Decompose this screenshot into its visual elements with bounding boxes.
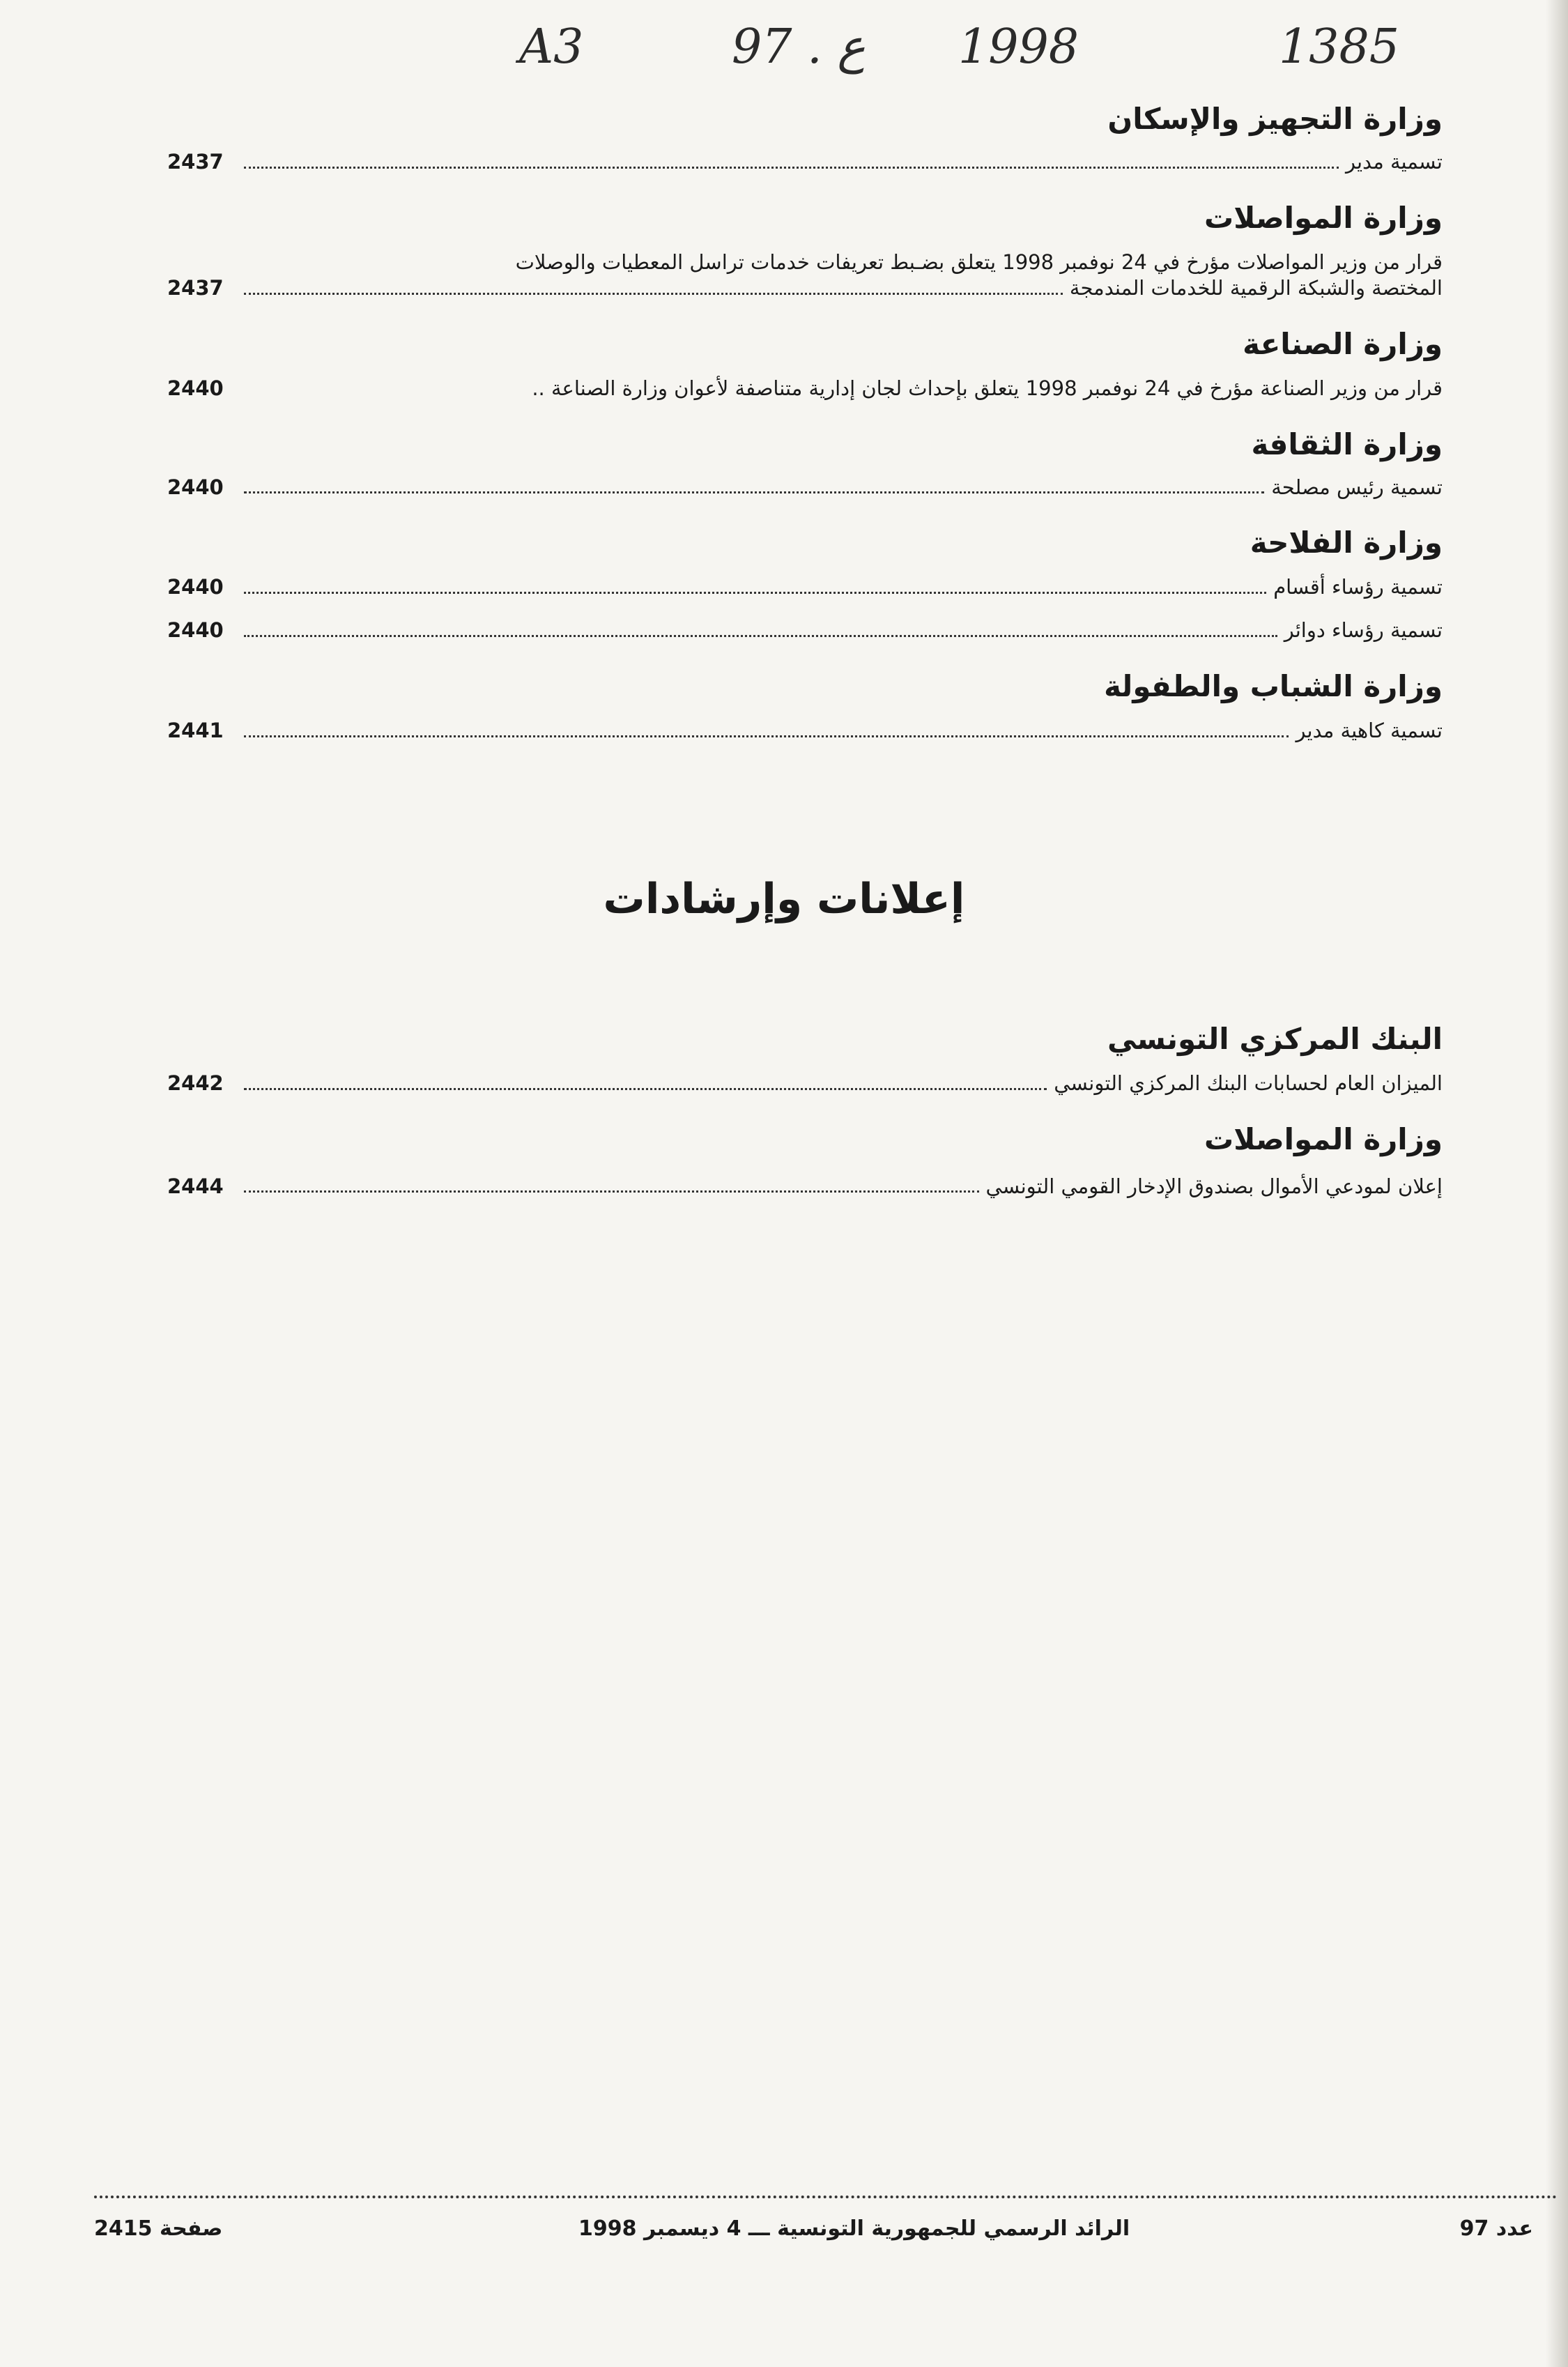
leader-dots [244, 635, 1277, 637]
ministry-heading: وزارة المواصلات [1204, 1121, 1443, 1156]
leader-dots [244, 1190, 979, 1193]
toc-section [167, 102, 1443, 176]
ministry-heading: وزارة الصناعة [1243, 327, 1443, 362]
toc-entry [167, 1071, 1443, 1097]
entry-text: إعلان لمودعي الأموال بصندوق الإدخار القومي التونسي [985, 1174, 1443, 1198]
ministry-heading: وزارة الشباب والطفولة [1104, 668, 1443, 703]
leader-dots [244, 1088, 1047, 1090]
toc-section [167, 1121, 1443, 1200]
entry-text-line1: قرار من وزير المواصلات مؤرخ في 24 نوفمبر 1998 يتعلق بضـبط تعريفات خدمات تراسل المعطيات والوصلات [515, 250, 1443, 274]
toc-entry [167, 250, 1443, 302]
page-number: 2441 [167, 718, 224, 742]
announcements-title: إعلانات وإرشادات [603, 875, 965, 924]
toc-section [167, 427, 1443, 501]
toc-entry [167, 718, 1443, 744]
ministry-heading: وزارة الفلاحة [1250, 526, 1443, 560]
handwritten-note: 1998 [958, 20, 1079, 75]
page-edge [1546, 0, 1568, 2367]
announcements-list [167, 1022, 1443, 1200]
ministry-heading: وزارة التجهيز والإسكان [1107, 102, 1443, 136]
entry-text: تسمية كاهية مدير [1296, 718, 1443, 742]
toc-section [167, 528, 1443, 643]
toc-entry [167, 475, 1443, 501]
handwritten-note: 97 . ع [732, 20, 866, 75]
leader-dots [244, 735, 1289, 737]
entry-text: الميزان العام لحسابات البنك المركزي التونسي [1054, 1071, 1443, 1095]
toc-entry [167, 376, 1443, 402]
toc-entry [167, 149, 1443, 176]
gazette-title: الرائد الرسمي للجمهورية التونسية ـــ 4 ديسمبر 1998 [578, 2216, 1130, 2241]
issue-number: عدد 97 [1459, 2216, 1533, 2241]
ministry-heading: وزارة الثقافة [1251, 427, 1443, 461]
entry-text: المختصة والشبكة الرقمية للخدمات المندمجة [1069, 276, 1443, 300]
entry-text: تسمية مدير [1345, 150, 1443, 174]
page-number: 2437 [167, 276, 224, 300]
page-number: 2437 [167, 150, 224, 174]
entry-text: تسمية رؤساء أقسام [1273, 575, 1443, 599]
entry-text: تسمية رؤساء دوائر [1284, 618, 1443, 643]
toc-entry [167, 574, 1443, 601]
page-number: 2440 [167, 575, 224, 599]
toc-section [167, 200, 1443, 302]
page-number: 2442 [167, 1071, 224, 1095]
leader-dots [244, 592, 1266, 594]
leader-dots [244, 393, 525, 395]
footer-rule [94, 2196, 1558, 2198]
page-number: 2444 [167, 1174, 224, 1198]
entry-text: تسمية رئيس مصلحة [1271, 475, 1443, 499]
page-number: 2440 [167, 618, 224, 643]
page-number-footer: صفحة 2415 [94, 2216, 223, 2241]
ministry-heading: وزارة المواصلات [1204, 200, 1443, 235]
toc-entry [167, 618, 1443, 644]
toc-section [167, 668, 1443, 744]
ministry-heading: البنك المركزي التونسي [1107, 1022, 1443, 1056]
toc-section [167, 1022, 1443, 1097]
entry-text: قرار من وزير الصناعة مؤرخ في 24 نوفمبر 1998 يتعلق بإحداث لجان إدارية متناصفة لأعوان وزارة الصناعة .. [532, 376, 1443, 401]
toc-section [167, 327, 1443, 402]
toc-entry [167, 1174, 1443, 1200]
page-number: 2440 [167, 475, 224, 499]
page-number: 2440 [167, 376, 224, 401]
leader-dots [244, 293, 1063, 295]
table-of-contents [167, 102, 1443, 744]
handwritten-note: 1385 [1279, 20, 1400, 75]
leader-dots [244, 167, 1339, 169]
handwritten-note: A3 [519, 20, 584, 75]
leader-dots [244, 491, 1264, 493]
